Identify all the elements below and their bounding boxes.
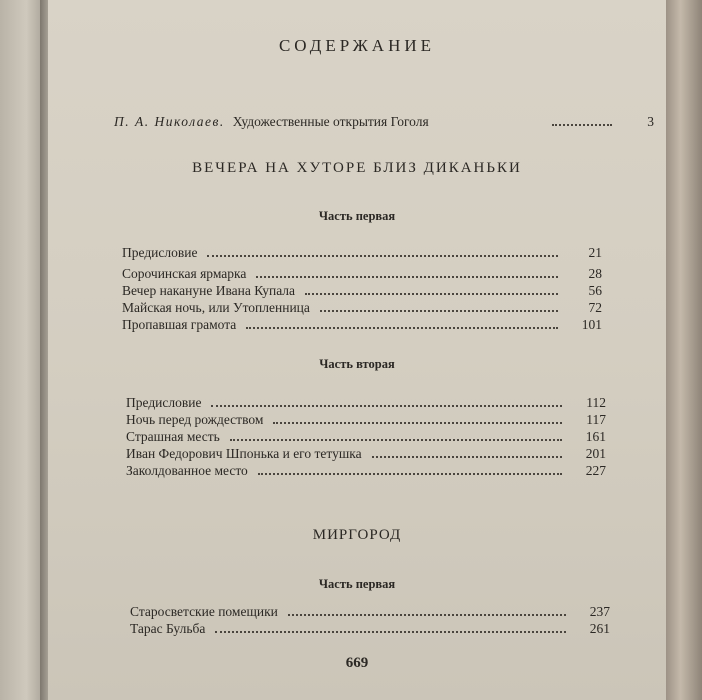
- book-page: [48, 0, 666, 700]
- intro-entry: [114, 114, 654, 130]
- toc-entry: [122, 283, 602, 300]
- right-page-edge: [666, 0, 702, 700]
- toc-entry-title: Вечер накануне Ивана Купала: [122, 283, 296, 298]
- part-label: Часть первая: [318, 209, 396, 223]
- left-page-edge: [0, 0, 44, 700]
- toc-entry-title: Майская ночь, или Утопленница: [122, 300, 310, 315]
- dot-leader: [288, 614, 566, 616]
- dot-leader: [246, 327, 558, 329]
- toc-entry-page: 56: [588, 283, 602, 298]
- toc-entry-title: Страшная месть: [126, 429, 220, 444]
- toc-entry-title: Заколдованное место: [126, 463, 248, 478]
- dot-leader: [256, 276, 558, 278]
- toc-entry-title: Старосветские помещики: [130, 604, 278, 619]
- toc-entry-page: 161: [585, 429, 606, 444]
- toc-entry-page: 117: [586, 412, 606, 427]
- toc-entry-title: Иван Федорович Шпонька и его тетушка: [126, 446, 362, 461]
- toc-entry-title: Пропавшая грамота: [122, 317, 237, 332]
- toc-entry: [122, 300, 602, 317]
- toc-entry-page: 112: [586, 395, 606, 410]
- dot-leader: [372, 456, 562, 458]
- toc-entry-title: Ночь перед рождеством: [126, 412, 264, 427]
- dot-leader: [230, 439, 562, 441]
- toc-entry: [126, 446, 606, 463]
- toc-entry-page: 101: [581, 317, 602, 332]
- toc-entry-page: 227: [585, 463, 606, 478]
- dot-leader: [215, 631, 566, 633]
- dot-leader: [552, 124, 612, 126]
- contents-title: СОДЕРЖАНИЕ: [278, 36, 436, 55]
- toc-entry: [130, 604, 610, 621]
- toc-entry: [126, 429, 606, 446]
- toc-list: [122, 245, 602, 334]
- part-label: Часть первая: [318, 577, 396, 591]
- toc-entry: [122, 266, 602, 283]
- toc-entry-page: 28: [588, 266, 602, 281]
- intro-title: Художественные открытия Гоголя: [232, 114, 429, 129]
- section-title: ВЕЧЕРА НА ХУТОРЕ БЛИЗ ДИКАНЬКИ: [192, 160, 522, 176]
- toc-entry: [122, 317, 602, 334]
- toc-entry: [122, 245, 602, 262]
- toc-entry-title: Тарас Бульба: [130, 621, 206, 636]
- intro-author: П. А. Николаев.: [114, 114, 225, 129]
- toc-entry-title: Сорочинская ярмарка: [122, 266, 247, 281]
- toc-entry: [130, 621, 610, 638]
- page-number: 669: [345, 655, 369, 671]
- toc-entry-page: 237: [589, 604, 610, 619]
- toc-entry-page: 261: [589, 621, 610, 636]
- toc-entry: [126, 412, 606, 429]
- toc-entry-page: 72: [588, 300, 602, 315]
- toc-entry-page: 201: [585, 446, 606, 461]
- toc-entry: [126, 395, 606, 412]
- toc-entry-page: 21: [588, 245, 602, 260]
- dot-leader: [320, 310, 558, 312]
- toc-entry: [126, 463, 606, 480]
- dot-leader: [258, 473, 562, 475]
- toc-entry-title: Предисловие: [122, 245, 198, 260]
- toc-list: [126, 395, 606, 480]
- dot-leader: [211, 405, 562, 407]
- part-label: Часть вторая: [319, 357, 395, 371]
- section-title: МИРГОРОД: [312, 527, 402, 543]
- dot-leader: [207, 255, 558, 257]
- dot-leader: [305, 293, 558, 295]
- toc-entry-title: Предисловие: [126, 395, 202, 410]
- dot-leader: [273, 422, 562, 424]
- intro-page: 3: [647, 114, 654, 129]
- toc-list: [130, 604, 610, 638]
